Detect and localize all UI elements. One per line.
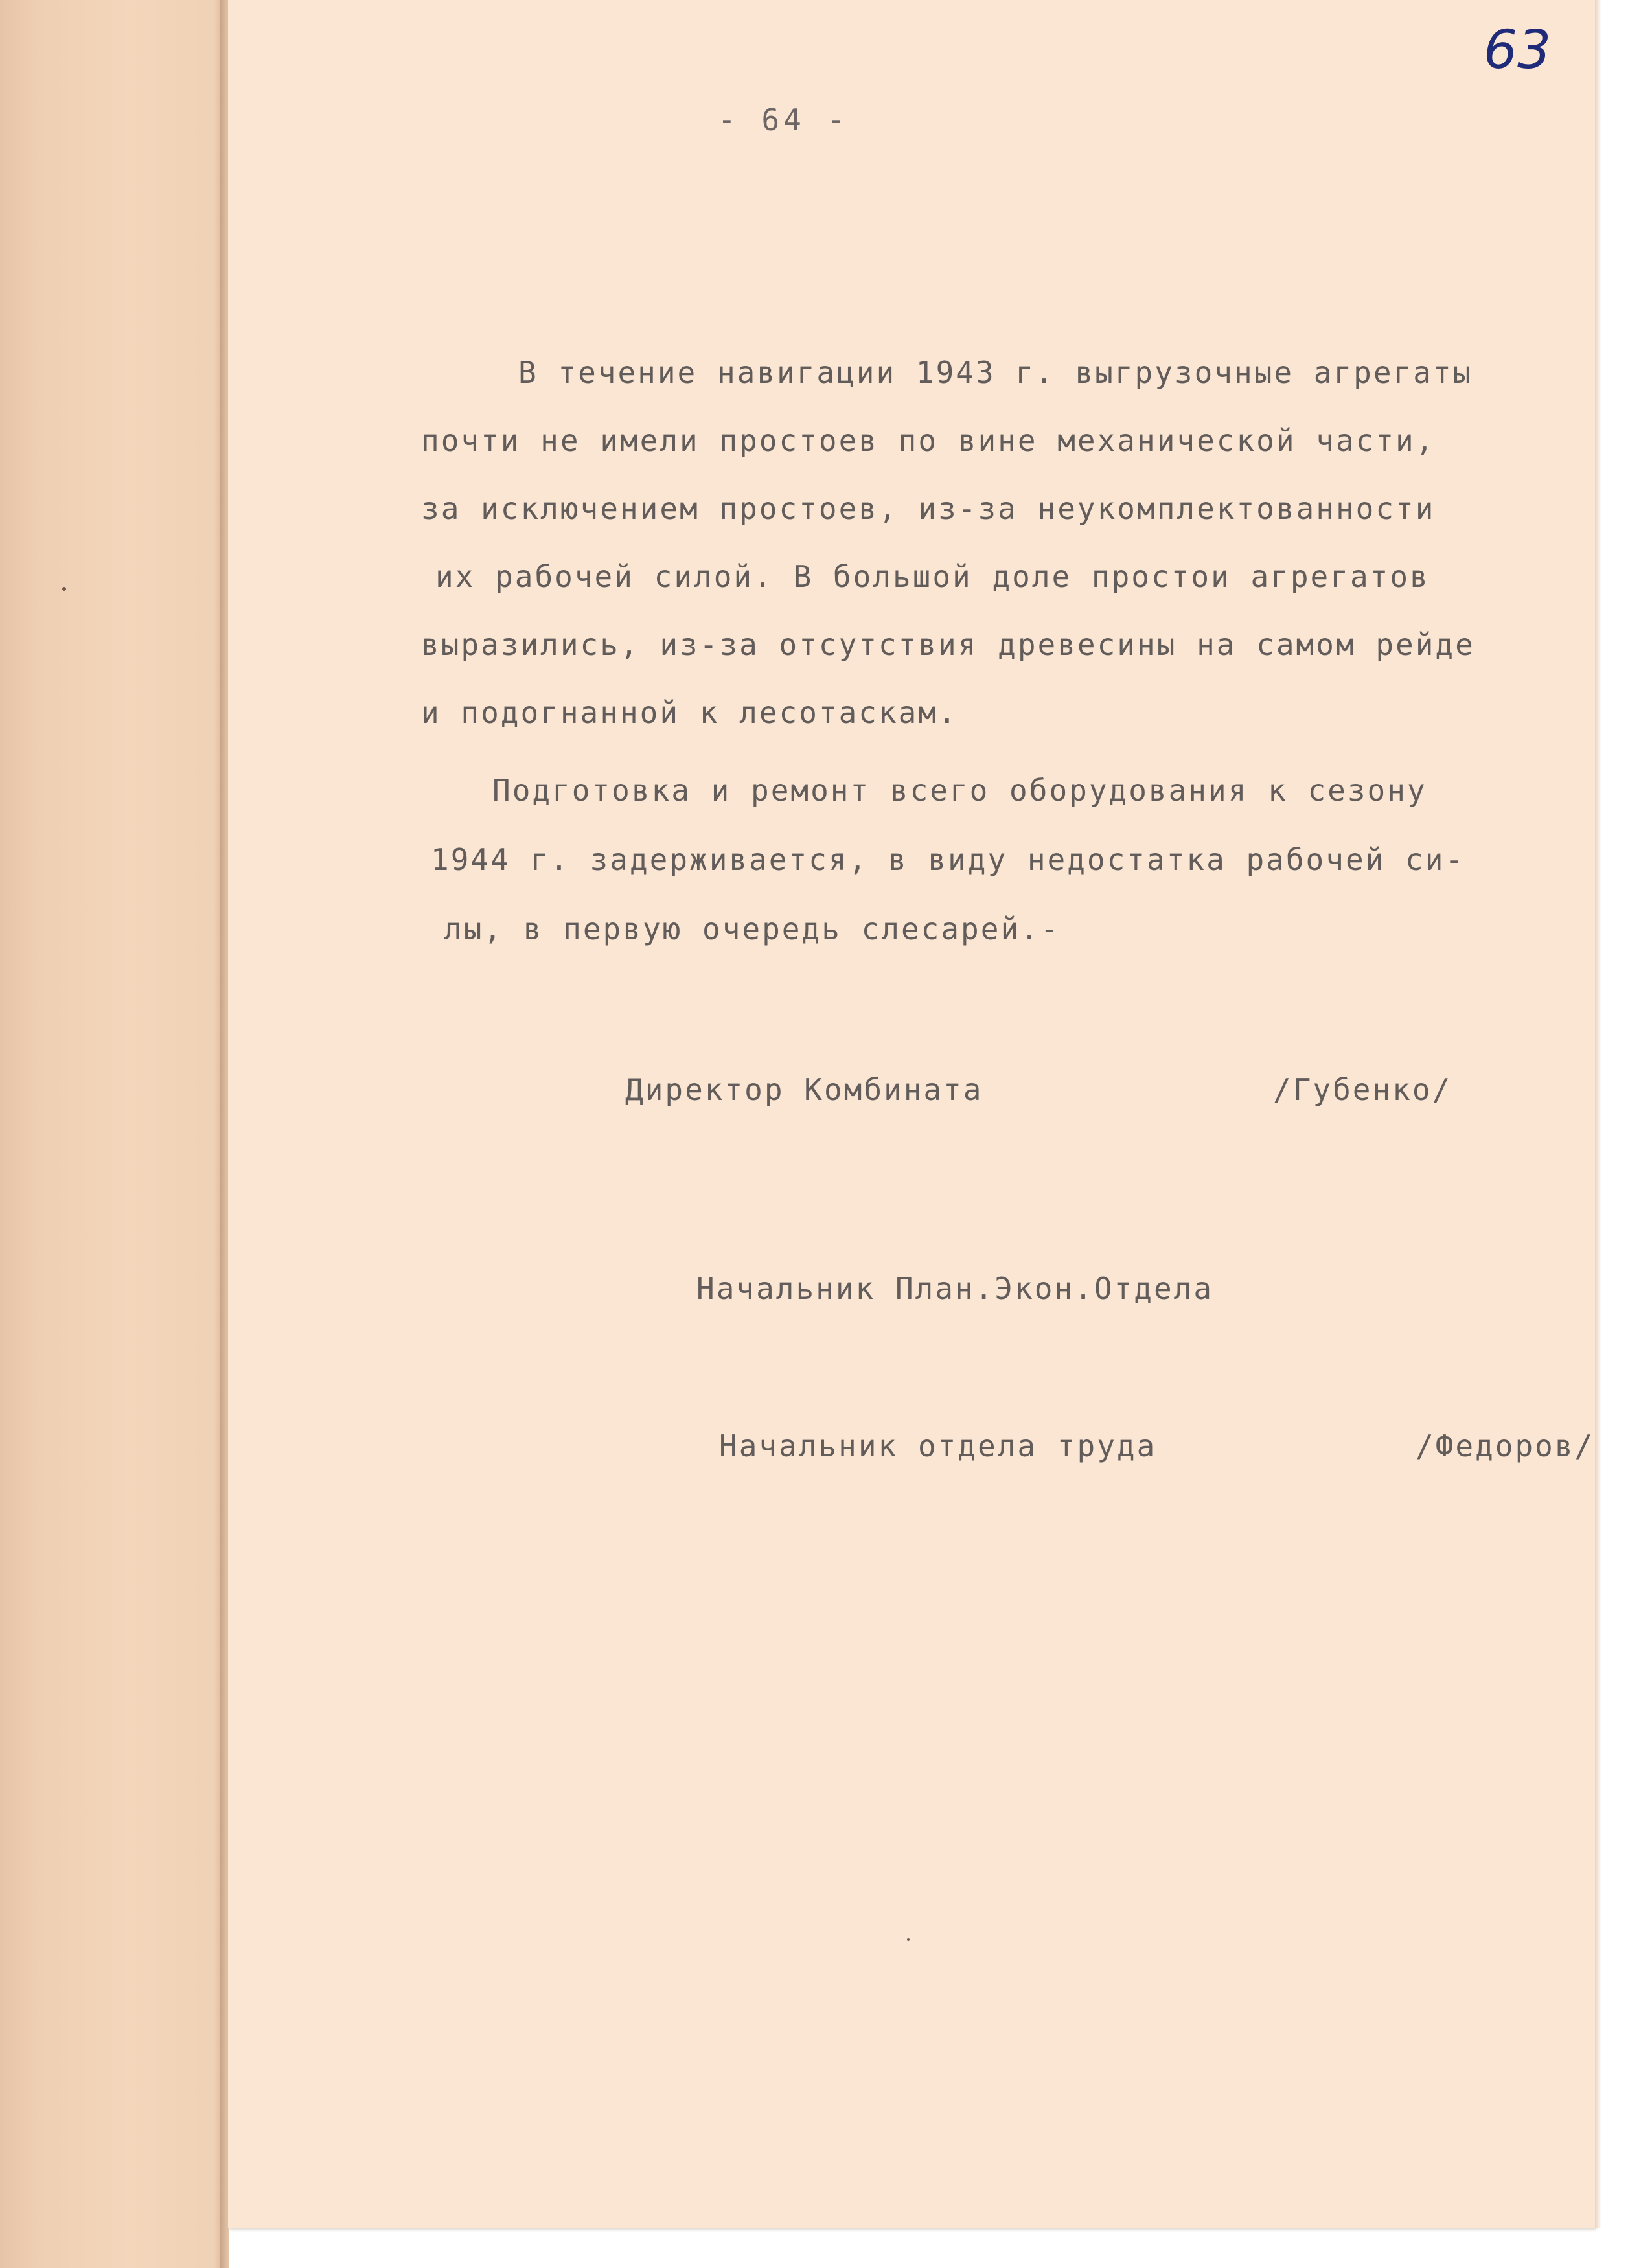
paragraph-1-line-1: В течение навигации 1943 г. выгрузочные агрегаты (518, 355, 1473, 390)
signature-3-title: Начальник отдела труда (719, 1428, 1157, 1463)
sheet-edge (1595, 0, 1601, 2228)
paragraph-2-line-3: лы, в первую очередь слесарей.- (444, 911, 1061, 946)
folio-number: 63 (1484, 19, 1552, 81)
signature-3-name: /Федоров/ (1416, 1428, 1595, 1463)
signature-2-title: Начальник План.Экон.Отдела (696, 1271, 1214, 1306)
page-number: - 64 - (718, 102, 849, 137)
paragraph-1-line-3: за исключением простоев, из-за неукомплектованности (421, 491, 1436, 526)
paragraph-1-line-4: их рабочей силой. В большой доле простои агрегатов (435, 559, 1430, 594)
signature-1-title: Директор Комбината (625, 1072, 983, 1107)
paragraph-1-line-2: почти не имели простоев по вине механической части, (421, 423, 1436, 458)
paragraph-1-line-5: выразились, из-за отсутствия древесины на самом рейде (421, 627, 1475, 662)
document-sheet (228, 0, 1595, 2228)
paragraph-1-line-6: и подогнанной к лесотаскам. (421, 695, 958, 730)
signature-1-name: /Губенко/ (1273, 1072, 1452, 1107)
paper-speck (62, 587, 66, 591)
paragraph-2-line-2: 1944 г. задерживается, в виду недостатка рабочей си- (431, 842, 1465, 877)
paragraph-2-line-1: Подготовка и ремонт всего оборудования к сезону (492, 773, 1427, 808)
binding-strip (0, 0, 224, 2268)
paper-speck (907, 1938, 910, 1941)
